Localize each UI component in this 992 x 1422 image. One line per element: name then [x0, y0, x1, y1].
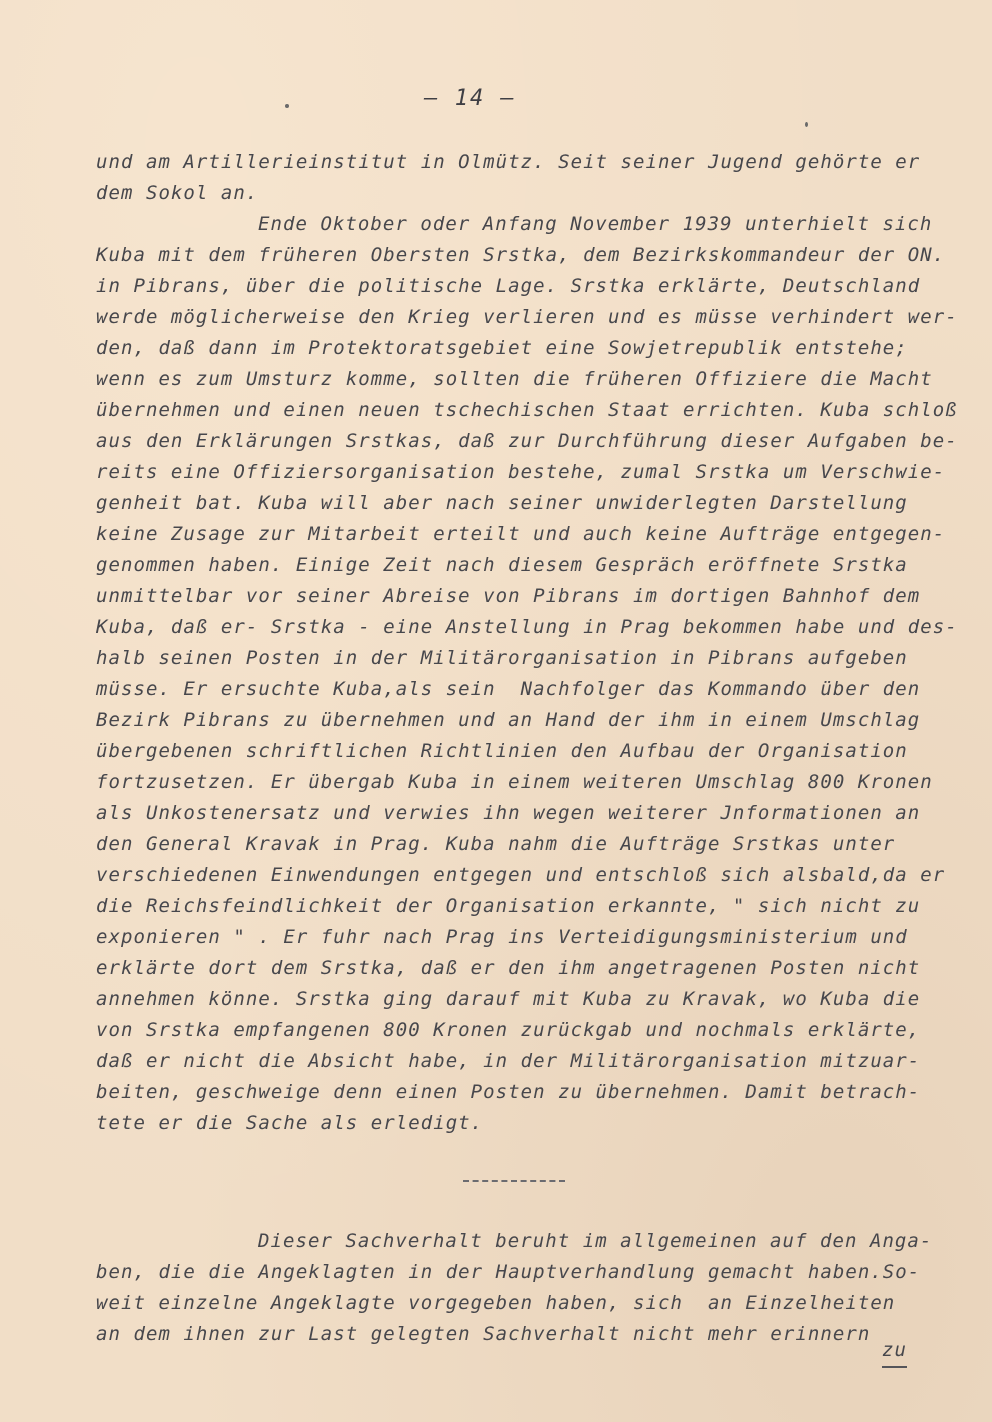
text-line: als Unkostenersatz und verwies ihn wegen weiterer Jnformationen an	[96, 802, 921, 824]
text-line: exponieren " . Er fuhr nach Prag ins Verteidigungsministerium und	[96, 926, 908, 948]
page-number: – 14 –	[424, 86, 516, 111]
text-line: dem Sokol an.	[96, 182, 259, 204]
text-line: annehmen könne. Srstka ging darauf mit Kuba zu Kravak, wo Kuba die	[96, 988, 921, 1010]
text-line: die Reichsfeindlichkeit der Organisation erkannte, " sich nicht zu	[96, 895, 921, 917]
text-line: müsse. Er ersuchte Kuba,als sein Nachfolger das Kommando über den	[96, 678, 921, 700]
text-line: daß er nicht die Absicht habe, in der Militärorganisation mitzuar-	[96, 1050, 921, 1072]
ink-dot	[285, 104, 289, 108]
text-line: tete er die Sache als erledigt.	[96, 1112, 484, 1134]
text-line: aus den Erklärungen Srstkas, daß zur Durchführung dieser Aufgaben be-	[96, 430, 958, 452]
text-line: in Pibrans, über die politische Lage. Srstka erklärte, Deutschland	[96, 275, 921, 297]
text-line: von Srstka empfangenen 800 Kronen zurückgab und nochmals erklärte,	[96, 1019, 921, 1041]
text-line: den, daß dann im Protektoratsgebiet eine Sowjetrepublik entstehe;	[96, 337, 908, 359]
section-separator	[463, 1180, 565, 1182]
text-line: wenn es zum Umsturz komme, sollten die früheren Offiziere die Macht	[96, 368, 933, 390]
text-line: Ende Oktober oder Anfang November 1939 unterhielt sich	[258, 213, 933, 235]
text-line: werde möglicherweise den Krieg verlieren und es müsse verhindert wer-	[96, 306, 958, 328]
text-line: Dieser Sachverhalt beruht im allgemeinen auf den Anga-	[258, 1230, 933, 1252]
text-line: erklärte dort dem Srstka, daß er den ihm angetragenen Posten nicht	[96, 957, 921, 979]
text-line: übernehmen und einen neuen tschechischen Staat errichten. Kuba schloß	[96, 399, 958, 421]
text-line: an dem ihnen zur Last gelegten Sachverhalt nicht mehr erinnern	[96, 1323, 871, 1345]
text-line: übergebenen schriftlichen Richtlinien den Aufbau der Organisation	[96, 740, 908, 762]
text-line: den General Kravak in Prag. Kuba nahm die Aufträge Srstkas unter	[96, 833, 896, 855]
text-line: beiten, geschweige denn einen Posten zu übernehmen. Damit betrach-	[96, 1081, 921, 1103]
text-line: weit einzelne Angeklagte vorgegeben haben, sich an Einzelheiten	[96, 1292, 896, 1314]
text-line: Kuba, daß er- Srstka - eine Anstellung in Prag bekommen habe und des-	[96, 616, 958, 638]
text-line: genommen haben. Einige Zeit nach diesem Gespräch eröffnete Srstka	[96, 554, 908, 576]
closing-text-block	[96, 1226, 956, 1350]
text-line: ben, die die Angeklagten in der Hauptverhandlung gemacht haben.So-	[96, 1261, 921, 1283]
continuation-word: zu	[882, 1335, 907, 1368]
ink-dot	[805, 122, 808, 127]
main-text-block	[96, 147, 956, 1139]
text-line: halb seinen Posten in der Militärorganisation in Pibrans aufgeben	[96, 647, 908, 669]
text-line: fortzusetzen. Er übergab Kuba in einem weiteren Umschlag 800 Kronen	[96, 771, 933, 793]
text-line: unmittelbar vor seiner Abreise von Pibrans im dortigen Bahnhof dem	[96, 585, 921, 607]
text-line: keine Zusage zur Mitarbeit erteilt und auch keine Aufträge entgegen-	[96, 523, 946, 545]
text-line: verschiedenen Einwendungen entgegen und entschloß sich alsbald,da er	[96, 864, 946, 886]
text-line: reits eine Offiziersorganisation bestehe, zumal Srstka um Verschwie-	[96, 461, 946, 483]
text-line: und am Artillerieinstitut in Olmütz. Seit seiner Jugend gehörte er	[96, 151, 921, 173]
text-line: Bezirk Pibrans zu übernehmen und an Hand der ihm in einem Umschlag	[96, 709, 921, 731]
text-line: genheit bat. Kuba will aber nach seiner unwiderlegten Darstellung	[96, 492, 908, 514]
text-line: Kuba mit dem früheren Obersten Srstka, dem Bezirkskommandeur der ON.	[96, 244, 946, 266]
